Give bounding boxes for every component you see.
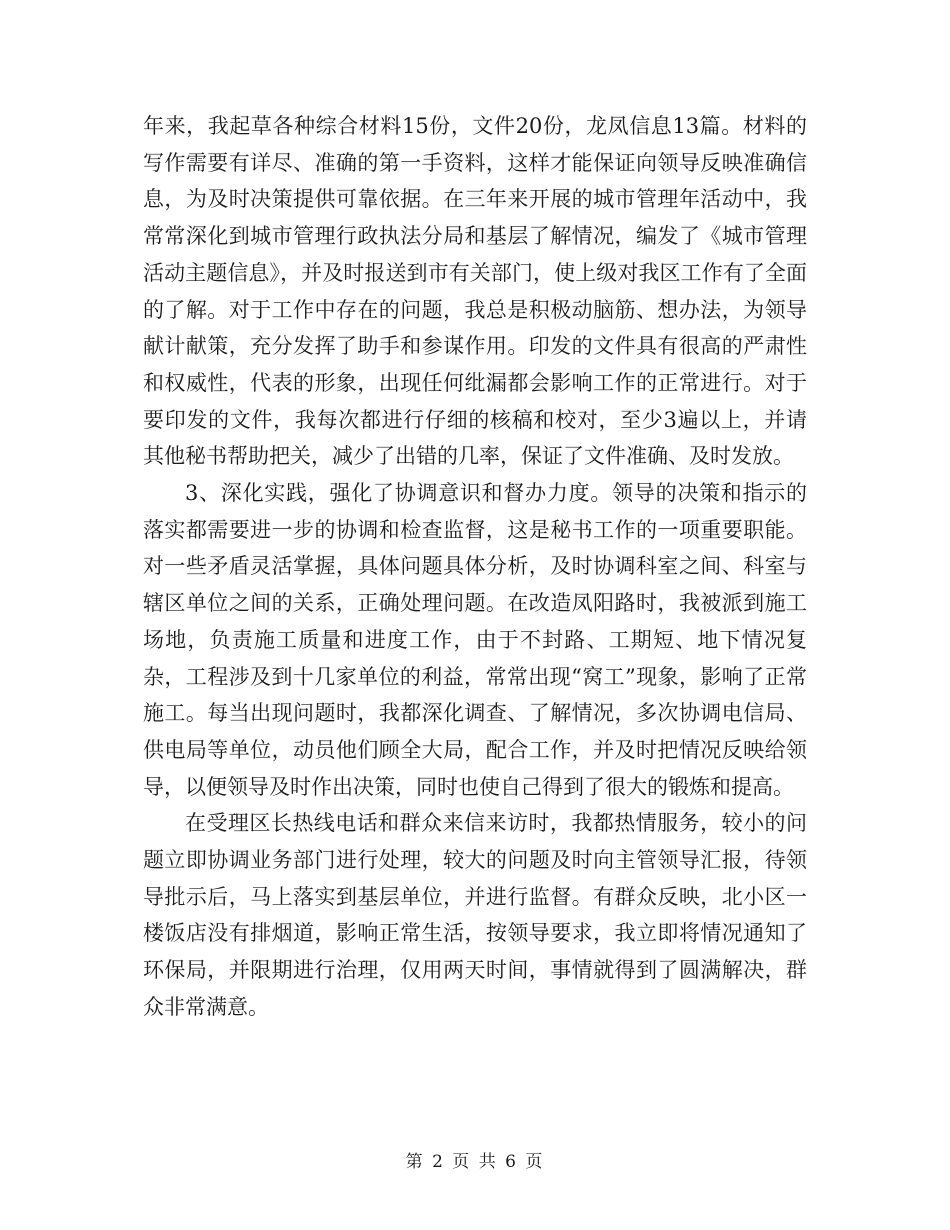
paragraph-hotline: 在受理区长热线电话和群众来信来访时，我都热情服务，较小的问题立即协调业务部门进行处理，较大的问题及时向主管领导汇报，待领导批示后，马上落实到基层单位，并进行监督。有群众反映，北小区一楼饭店没有排烟道，影响正常生活，按领导要求，我立即将情况通知了环保局，并限期进行治理，仅用两天时间，事情就得到了圆满解决，群众非常满意。 [143, 811, 807, 1019]
paragraph-coordination: 3、深化实践，强化了协调意识和督办力度。领导的决策和指示的落实都需要进一步的协调和检查监督，这是秘书工作的一项重要职能。对一些矛盾灵活掌握，具体问题具体分析，及时协调科室之间、科室与辖区单位之间的关系，正确处理问题。在改造凤阳路时，我被派到施工场地，负责施工质量和进度工作，由于不封路、工期短、地下情况复杂，工程涉及到十几家单位的利益，常常出现“窝工”现象，影响了正常施工。每当出现问题时，我都深化调查、了解情况，多次协调电信局、供电局等单位，动员他们顾全大局，配合工作，并及时把情况反映给领导，以便领导及时作出决策，同时也使自己得到了很大的锻炼和提高。 [143, 481, 807, 799]
paragraph-continued: 年来，我起草各种综合材料15份，文件20份，龙凤信息13篇。材料的写作需要有详尽、准确的第一手资料，这样才能保证向领导反映准确信息，为及时决策提供可靠依据。在三年来开展的城市管理年活动中，我常常深化到城市管理行政执法分局和基层了解情况，编发了《城市管理活动主题信息》，并及时报送到市有关部门，使上级对我区工作有了全面的了解。对于工作中存在的问题，我总是积极动脑筋、想办法，为领导献计献策，充分发挥了助手和参谋作用。印发的文件具有很高的严肃性和权威性，代表的形象，出现任何纰漏都会影响工作的正常进行。对于要印发的文件，我每次都进行仔细的核稿和校对，至少3遍以上，并请其他秘书帮助把关，减少了出错的几率，保证了文件准确、及时发放。 [143, 114, 807, 469]
document-body [143, 108, 807, 1026]
page-number: 第 2 页 共 6 页 [405, 1152, 545, 1172]
